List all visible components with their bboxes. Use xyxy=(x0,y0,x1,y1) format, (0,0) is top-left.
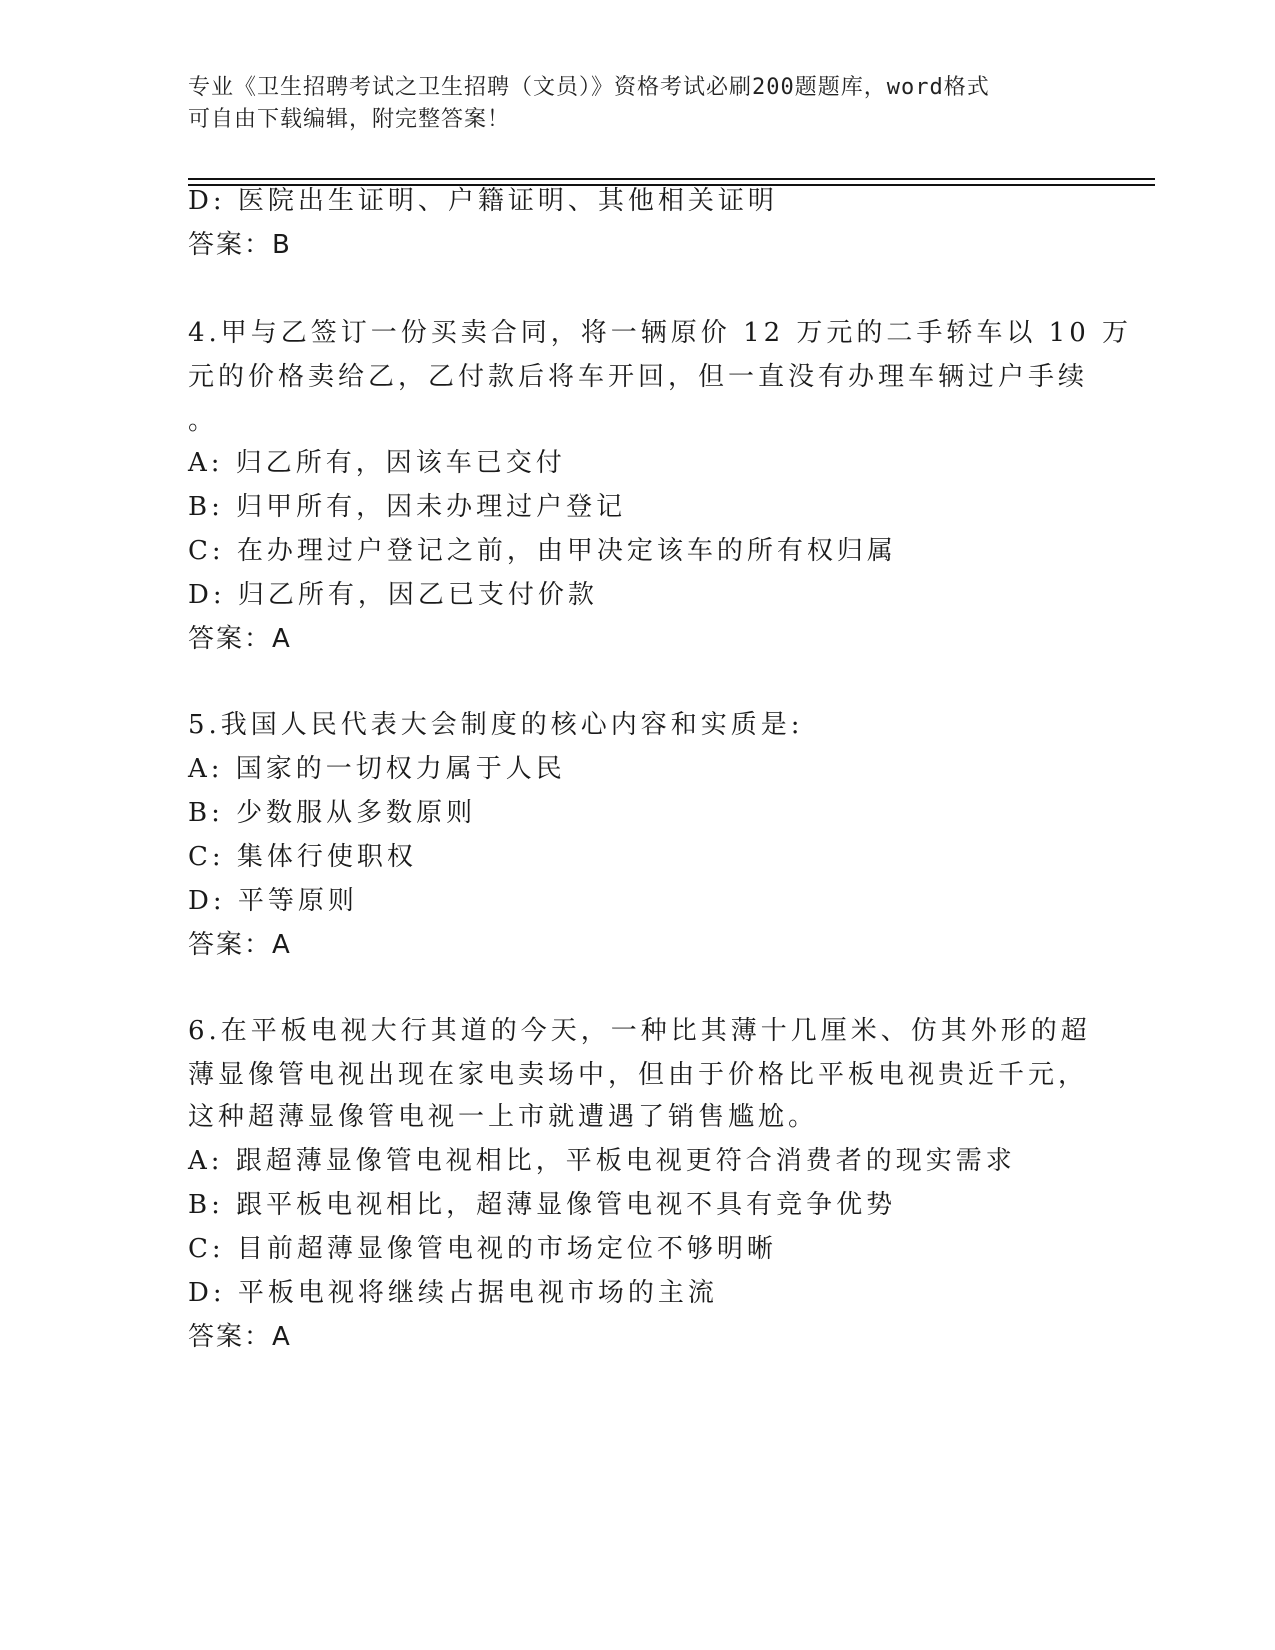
q5-option-c: C: 集体行使职权 xyxy=(188,842,417,872)
q6-option-d: D: 平板电视将继续占据电视市场的主流 xyxy=(188,1278,718,1308)
q5-answer: 答案：A xyxy=(188,930,292,960)
header-line-2: 可自由下载编辑，附完整答案！ xyxy=(188,107,511,132)
header-line-1: 专业《卫生招聘考试之卫生招聘（文员）》资格考试必刷200题题库，word格式 xyxy=(188,75,990,100)
q3-answer: 答案：B xyxy=(188,230,292,260)
header-rule-top xyxy=(188,178,1155,180)
q6-answer: 答案：A xyxy=(188,1322,292,1352)
q6-stem-line-2: 薄显像管电视出现在家电卖场中，但由于价格比平板电视贵近千元， xyxy=(188,1060,1089,1090)
q5-option-d: D: 平等原则 xyxy=(188,886,358,916)
document-header xyxy=(188,72,1068,136)
q5-option-a: A: 国家的一切权力属于人民 xyxy=(188,754,566,784)
q4-option-b: B: 归甲所有，因未办理过户登记 xyxy=(188,492,627,522)
q6-option-c: C: 目前超薄显像管电视的市场定位不够明晰 xyxy=(188,1234,777,1264)
q4-stem-line-2: 元的价格卖给乙，乙付款后将车开回，但一直没有办理车辆过户手续 xyxy=(188,362,1089,392)
q6-stem-line-3: 这种超薄显像管电视一上市就遭遇了销售尴尬。 xyxy=(188,1102,819,1132)
q4-stem-line-1: 4.甲与乙签订一份买卖合同，将一辆原价 12 万元的二手轿车以 10 万 xyxy=(188,318,1133,348)
q6-option-a: A: 跟超薄显像管电视相比，平板电视更符合消费者的现实需求 xyxy=(188,1146,1016,1176)
q6-option-b: B: 跟平板电视相比，超薄显像管电视不具有竞争优势 xyxy=(188,1190,897,1220)
q4-stem-line-3: 。 xyxy=(188,406,219,436)
q5-stem-line-1: 5.我国人民代表大会制度的核心内容和实质是: xyxy=(188,710,804,740)
q4-option-c: C: 在办理过户登记之前，由甲决定该车的所有权归属 xyxy=(188,536,897,566)
q3-option-d: D: 医院出生证明、户籍证明、其他相关证明 xyxy=(188,186,778,216)
q5-option-b: B: 少数服从多数原则 xyxy=(188,798,477,828)
q6-stem-line-1: 6.在平板电视大行其道的今天，一种比其薄十几厘米、仿其外形的超 xyxy=(188,1016,1091,1046)
q4-option-d: D: 归乙所有，因乙已支付价款 xyxy=(188,580,598,610)
q4-answer: 答案：A xyxy=(188,624,292,654)
q4-option-a: A: 归乙所有，因该车已交付 xyxy=(188,448,566,478)
